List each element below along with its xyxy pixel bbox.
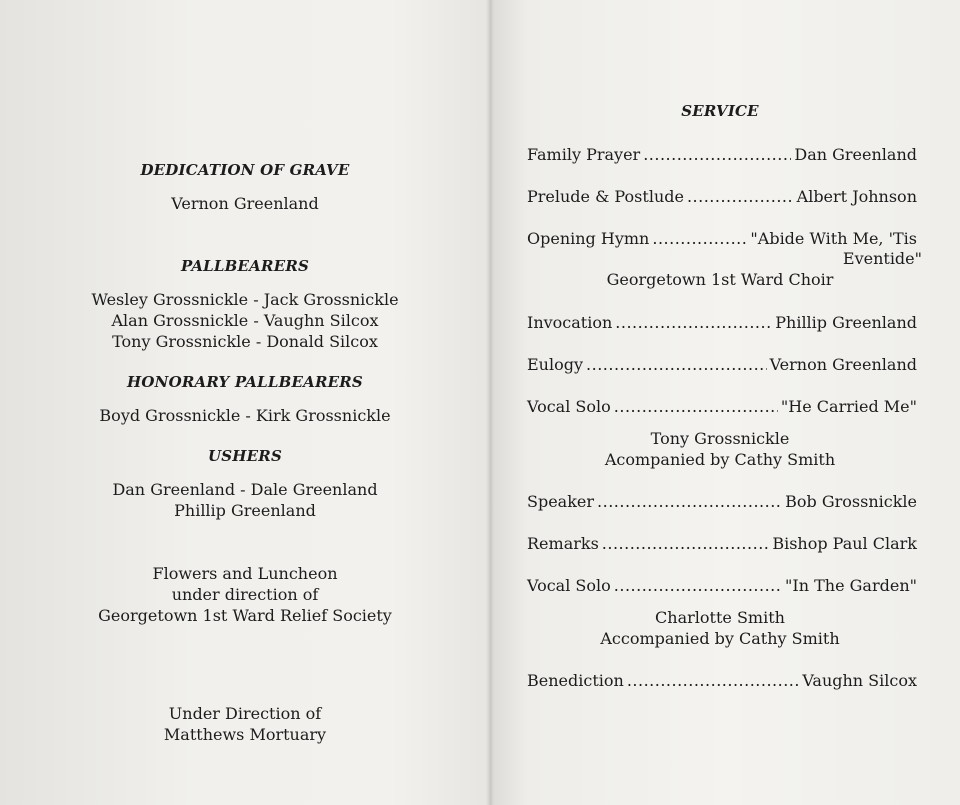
pallbearers-line: Alan Grossnickle - Vaughn Silcox	[111, 311, 379, 330]
service-item-vocal-solo	[527, 396, 917, 417]
service-item-speaker	[527, 491, 917, 512]
service-item-value: Bob Grossnickle	[785, 492, 917, 511]
service-item-value: Dan Greenland	[794, 145, 917, 164]
page-fold	[486, 0, 494, 805]
dedication-heading: DEDICATION OF GRAVE	[140, 161, 350, 179]
dot-leader	[602, 533, 770, 554]
pallbearers-heading: PALLBEARERS	[180, 257, 310, 275]
service-item-prelude	[527, 186, 917, 207]
dot-leader	[586, 354, 767, 375]
service-item-value: Bishop Paul Clark	[772, 534, 917, 553]
mortuary-line: Matthews Mortuary	[163, 725, 327, 744]
vocal-solo-performer: Tony Grossnickle	[650, 429, 790, 448]
service-item-eulogy	[527, 354, 917, 375]
service-item-invocation	[527, 312, 917, 333]
pallbearers-line: Wesley Grossnickle - Jack Grossnickle	[91, 290, 399, 309]
service-item-value: Phillip Greenland	[775, 313, 917, 332]
service-item-value: "In The Garden"	[785, 576, 917, 595]
ushers-line: Phillip Greenland	[174, 501, 316, 520]
service-item-value: "He Carried Me"	[780, 397, 917, 416]
dot-leader	[614, 575, 782, 596]
flowers-line: under direction of	[171, 585, 319, 604]
service-item-label: Invocation	[527, 313, 613, 332]
honorary-pallbearers-heading: HONORARY PALLBEARERS	[127, 373, 363, 391]
dot-leader	[627, 670, 800, 691]
service-item-remarks	[527, 533, 917, 554]
dot-leader	[597, 491, 782, 512]
service-item-label: Speaker	[527, 492, 595, 511]
service-item-benediction	[527, 670, 917, 691]
service-item-label: Prelude & Postlude	[527, 187, 684, 206]
service-item-label: Opening Hymn	[527, 229, 650, 248]
ushers-heading: USHERS	[207, 447, 283, 465]
service-item-label: Eulogy	[527, 355, 584, 374]
mortuary-line: Under Direction of	[168, 704, 322, 723]
dot-leader	[687, 186, 794, 207]
dot-leader	[652, 228, 747, 249]
service-item-vocal-solo-2	[527, 575, 917, 596]
vocal-solo-2-performer: Charlotte Smith	[655, 608, 785, 627]
service-item-label: Benediction	[527, 671, 624, 690]
service-item-value: Vernon Greenland	[769, 355, 917, 374]
service-item-value: "Abide With Me, 'Tis	[750, 229, 917, 248]
dot-leader	[615, 312, 772, 333]
service-item-label: Vocal Solo	[527, 576, 611, 595]
flowers-line: Georgetown 1st Ward Relief Society	[98, 606, 392, 625]
vocal-solo-accompanist: Acompanied by Cathy Smith	[604, 450, 836, 469]
service-item-label: Family Prayer	[527, 145, 641, 164]
dot-leader	[614, 396, 778, 417]
ushers-line: Dan Greenland - Dale Greenland	[112, 480, 378, 499]
opening-hymn-value-continued: Eventide"	[842, 249, 922, 268]
service-item-value: Vaughn Silcox	[802, 671, 917, 690]
service-item-value: Albert Johnson	[796, 187, 917, 206]
service-heading: SERVICE	[681, 102, 759, 120]
opening-hymn-performer: Georgetown 1st Ward Choir	[606, 270, 834, 289]
vocal-solo-2-accompanist: Accompanied by Cathy Smith	[600, 629, 840, 648]
pallbearers-line: Tony Grossnickle - Donald Silcox	[112, 332, 378, 351]
honorary-pallbearers-line: Boyd Grossnickle - Kirk Grossnickle	[99, 406, 391, 425]
dedication-name: Vernon Greenland	[171, 194, 319, 213]
service-item-label: Remarks	[527, 534, 599, 553]
dot-leader	[643, 144, 791, 165]
flowers-line: Flowers and Luncheon	[152, 564, 338, 583]
service-item-family-prayer	[527, 144, 917, 165]
service-item-opening-hymn	[527, 228, 917, 249]
service-item-label: Vocal Solo	[527, 397, 611, 416]
